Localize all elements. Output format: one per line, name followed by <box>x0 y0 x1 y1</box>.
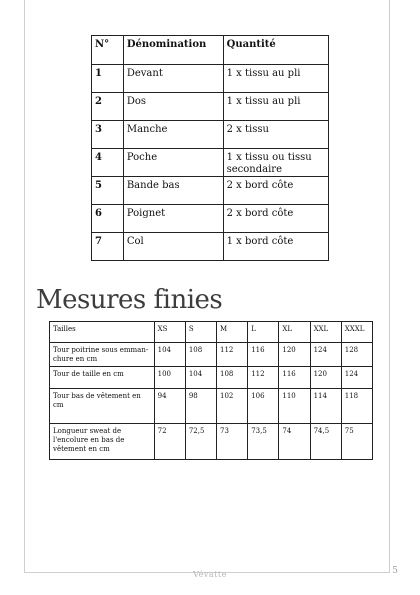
piece-number: 2 <box>92 93 124 121</box>
measure-value: 72 <box>154 424 185 460</box>
piece-name: Devant <box>123 65 223 93</box>
table-row <box>92 93 329 121</box>
piece-quantity: 1 x tissu au pli <box>223 93 328 121</box>
measure-value: 75 <box>341 424 372 460</box>
piece-name: Col <box>123 233 223 261</box>
measure-value: 108 <box>217 367 248 389</box>
table-row <box>50 367 373 389</box>
measure-value: 102 <box>217 389 248 424</box>
piece-name: Poignet <box>123 205 223 233</box>
measure-value: 72,5 <box>185 424 216 460</box>
piece-quantity: 2 x tissu <box>223 121 328 149</box>
measure-value: 73,5 <box>248 424 279 460</box>
measure-value: 128 <box>341 343 372 367</box>
piece-number: 5 <box>92 177 124 205</box>
table-row <box>92 205 329 233</box>
measure-value: 124 <box>341 367 372 389</box>
piece-quantity: 1 x bord côte <box>223 233 328 261</box>
header-number: N° <box>92 36 124 65</box>
piece-quantity: 1 x tissu ou tissu secondaire <box>223 149 328 177</box>
measure-value: 74 <box>279 424 310 460</box>
pattern-pieces-table <box>91 35 329 261</box>
measure-value: 114 <box>310 389 341 424</box>
header-size-s: S <box>185 322 216 343</box>
table-row <box>50 343 373 367</box>
piece-name: Manche <box>123 121 223 149</box>
measure-value: 116 <box>248 343 279 367</box>
finished-measurements-table <box>49 321 373 460</box>
piece-quantity: 2 x bord côte <box>223 177 328 205</box>
measure-label: Longueur sweat de l'encolure en bas de vêtement en cm <box>50 424 155 460</box>
piece-number: 4 <box>92 149 124 177</box>
page-number: 5 <box>392 566 398 576</box>
measure-value: 104 <box>154 343 185 367</box>
measure-value: 118 <box>341 389 372 424</box>
table-row <box>92 177 329 205</box>
header-size-l: L <box>248 322 279 343</box>
piece-name: Poche <box>123 149 223 177</box>
measure-value: 98 <box>185 389 216 424</box>
measure-value: 120 <box>310 367 341 389</box>
section-title: Mesures finies <box>36 285 223 315</box>
table-row <box>92 233 329 261</box>
measure-value: 100 <box>154 367 185 389</box>
measure-value: 74,5 <box>310 424 341 460</box>
measure-value: 94 <box>154 389 185 424</box>
table-row <box>50 424 373 460</box>
piece-quantity: 1 x tissu au pli <box>223 65 328 93</box>
table-row <box>50 389 373 424</box>
measure-label: Tour de taille en cm <box>50 367 155 389</box>
measure-value: 124 <box>310 343 341 367</box>
measure-value: 120 <box>279 343 310 367</box>
piece-name: Dos <box>123 93 223 121</box>
measure-value: 108 <box>185 343 216 367</box>
piece-number: 6 <box>92 205 124 233</box>
footer-brand-logo: Vévatte <box>193 570 227 579</box>
table-row <box>92 149 329 177</box>
measure-label: Tour bas de vêtement en cm <box>50 389 155 424</box>
header-size-xs: XS <box>154 322 185 343</box>
header-size-xl: XL <box>279 322 310 343</box>
measure-value: 104 <box>185 367 216 389</box>
table-row <box>92 65 329 93</box>
measure-value: 112 <box>217 343 248 367</box>
measure-value: 73 <box>217 424 248 460</box>
measure-value: 110 <box>279 389 310 424</box>
piece-name: Bande bas <box>123 177 223 205</box>
measure-label: Tour poitrine sous emman-chure en cm <box>50 343 155 367</box>
table-header-row <box>92 36 329 65</box>
piece-number: 3 <box>92 121 124 149</box>
table-row <box>92 121 329 149</box>
measure-value: 106 <box>248 389 279 424</box>
header-size-xxl: XXL <box>310 322 341 343</box>
piece-number: 7 <box>92 233 124 261</box>
header-size-xxxl: XXXL <box>341 322 372 343</box>
header-name: Dénomination <box>123 36 223 65</box>
piece-quantity: 2 x bord côte <box>223 205 328 233</box>
measure-value: 116 <box>279 367 310 389</box>
piece-number: 1 <box>92 65 124 93</box>
table-header-row <box>50 322 373 343</box>
header-quantity: Quantité <box>223 36 328 65</box>
measure-value: 112 <box>248 367 279 389</box>
header-size-m: M <box>217 322 248 343</box>
header-sizes: Tailles <box>50 322 155 343</box>
